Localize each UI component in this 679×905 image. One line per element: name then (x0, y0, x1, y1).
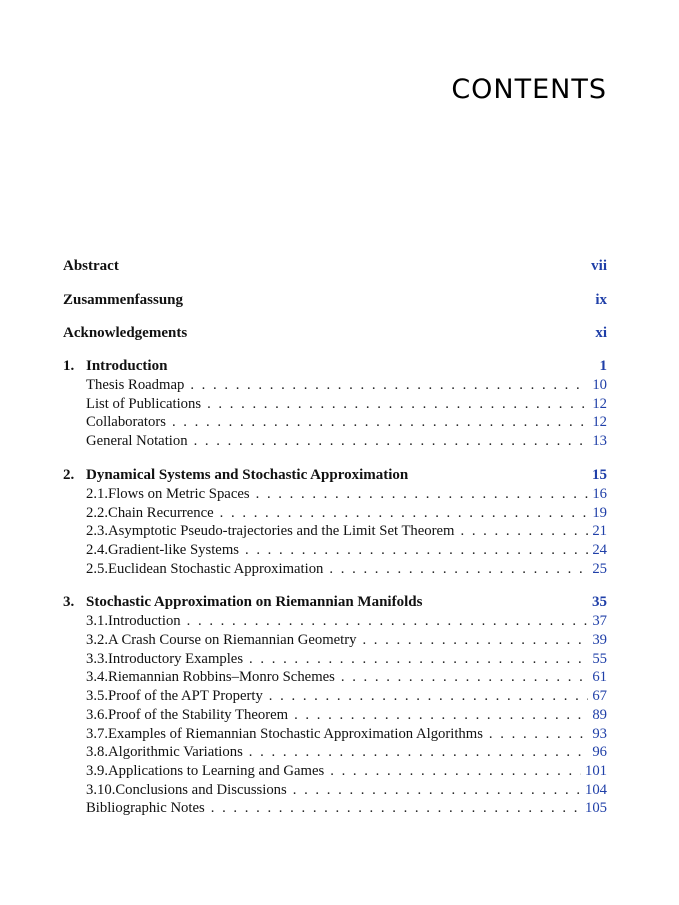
dot-leader (172, 413, 588, 431)
toc-section-entry[interactable] (63, 376, 607, 394)
entry-title: Introductory Examples (108, 650, 244, 667)
page-number-link[interactable]: 1 (599, 358, 607, 374)
page-number-link[interactable]: 61 (592, 669, 607, 686)
entry-title: Proof of the Stability Theorem (108, 706, 289, 723)
toc-section-entry[interactable] (63, 650, 607, 668)
toc-section-entry[interactable] (63, 668, 607, 686)
page-number-link[interactable]: 15 (592, 466, 607, 483)
page-number-link[interactable]: 93 (592, 725, 607, 742)
entry-number: 3.9. (86, 762, 109, 779)
entry-title: Conclusions and Discussions (115, 781, 287, 798)
dot-leader (293, 781, 581, 799)
dot-leader (256, 485, 589, 503)
dot-leader (211, 799, 581, 817)
toc-section-entry[interactable] (63, 485, 607, 503)
page-number-link[interactable]: 39 (592, 632, 607, 648)
entry-number: 3.5. (86, 688, 109, 705)
entry-title: Chain Recurrence (108, 504, 214, 521)
entry-number: 3. (63, 594, 75, 611)
toc-entry[interactable] (63, 257, 607, 275)
entry-title: Introduction (108, 613, 181, 630)
entry-title: Proof of the APT Property (108, 688, 263, 705)
toc-section-entry[interactable] (63, 687, 607, 705)
dot-leader (341, 668, 588, 686)
toc-section-entry[interactable] (63, 612, 607, 630)
toc-section-entry[interactable] (63, 560, 607, 578)
dot-leader (489, 725, 588, 743)
entry-number: 3.10. (86, 781, 116, 798)
entry-number: 1. (63, 358, 75, 374)
page-number-link[interactable]: 96 (592, 744, 607, 761)
entry-number: 3.1. (86, 613, 109, 630)
entry-title: Gradient-like Systems (108, 541, 239, 558)
entry-number: 3.2. (86, 632, 109, 648)
entry-number: 2.3. (86, 523, 109, 540)
page-number-link[interactable]: 24 (592, 541, 607, 558)
dot-leader (245, 541, 588, 559)
page-number-link[interactable]: 10 (592, 377, 607, 393)
dot-leader (460, 522, 588, 540)
toc-entry[interactable] (63, 324, 607, 342)
entry-title: Flows on Metric Spaces (108, 485, 250, 502)
toc-section-entry[interactable] (63, 799, 607, 817)
entry-number: 3.4. (86, 669, 109, 686)
entry-number: 3.6. (86, 706, 109, 723)
dot-leader (249, 650, 588, 668)
toc-section-entry[interactable] (63, 504, 607, 522)
dot-leader (190, 376, 588, 394)
entry-number: 2.1. (86, 485, 109, 502)
page-number-link[interactable]: 35 (592, 594, 607, 611)
entry-number: 2. (63, 466, 75, 483)
toc-section-entry[interactable] (63, 743, 607, 761)
dot-leader (249, 743, 589, 761)
dot-leader (194, 432, 589, 450)
page-number-link[interactable]: 67 (592, 688, 607, 705)
dot-leader (329, 560, 588, 578)
entry-title: Stochastic Approximation on Riemannian Manifolds (86, 594, 423, 611)
page-number-link[interactable]: 105 (584, 800, 607, 817)
page-number-link[interactable]: 12 (592, 395, 607, 412)
entry-title: Zusammenfassung (63, 291, 184, 308)
entry-title: Bibliographic Notes (86, 800, 205, 817)
dot-leader (207, 395, 588, 413)
entry-number: 2.5. (86, 560, 109, 577)
page-number-link[interactable]: 12 (592, 414, 607, 431)
toc-section-entry[interactable] (63, 706, 607, 724)
toc-section-entry[interactable] (63, 725, 607, 743)
page-title: CONTENTS (451, 74, 607, 105)
entry-title: List of Publications (86, 395, 202, 412)
page-number-link[interactable]: vii (591, 258, 607, 274)
page-number-link[interactable]: ix (595, 291, 607, 308)
entry-number: 3.8. (86, 744, 109, 761)
page-number-link[interactable]: 104 (584, 781, 607, 798)
entry-title: Acknowledgements (63, 325, 188, 341)
entry-title: Thesis Roadmap (86, 377, 185, 393)
page-number-link[interactable]: 25 (592, 560, 607, 577)
entry-title: Euclidean Stochastic Approximation (108, 560, 324, 577)
dot-leader (220, 504, 589, 522)
entry-title: General Notation (86, 433, 188, 450)
page-number-link[interactable]: 16 (592, 485, 607, 502)
entry-title: Dynamical Systems and Stochastic Approximation (86, 466, 409, 483)
page-number-link[interactable]: 19 (592, 504, 607, 521)
entry-title: Introduction (86, 358, 168, 374)
dot-leader (294, 706, 588, 724)
dot-leader (362, 631, 588, 649)
entry-number: 2.4. (86, 541, 109, 558)
dot-leader (269, 687, 589, 705)
page-number-link[interactable]: 101 (584, 762, 607, 779)
entry-title: Examples of Riemannian Stochastic Approximation Algorithms (108, 725, 483, 742)
toc-section-entry[interactable] (63, 413, 607, 431)
dot-leader (330, 762, 581, 780)
entry-title: Riemannian Robbins–Monro Schemes (108, 669, 335, 686)
entry-title: A Crash Course on Riemannian Geometry (108, 632, 357, 648)
dot-leader (187, 612, 589, 630)
toc-section-entry[interactable] (63, 541, 607, 559)
toc-entry[interactable] (63, 466, 607, 484)
toc-entry[interactable] (63, 291, 607, 309)
entry-title: Algorithmic Variations (108, 744, 243, 761)
entry-title: Abstract (63, 258, 119, 274)
toc-section-entry[interactable] (63, 522, 607, 540)
page-number-link[interactable]: 13 (592, 433, 607, 450)
entry-number: 3.3. (86, 650, 109, 667)
toc-section-entry[interactable] (63, 781, 607, 799)
toc-entry[interactable] (63, 357, 607, 375)
toc-section-entry[interactable] (63, 395, 607, 413)
entry-title: Applications to Learning and Games (108, 762, 325, 779)
page-number-link[interactable]: xi (595, 325, 607, 341)
entry-number: 2.2. (86, 504, 109, 521)
page-number-link[interactable]: 37 (592, 613, 607, 630)
toc-section-entry[interactable] (63, 631, 607, 649)
page-number-link[interactable]: 21 (592, 523, 607, 540)
toc-section-entry[interactable] (63, 432, 607, 450)
entry-title: Collaborators (86, 414, 166, 431)
toc-entry[interactable] (63, 593, 607, 611)
entry-number: 3.7. (86, 725, 109, 742)
entry-title: Asymptotic Pseudo-trajectories and the Limit Set Theorem (108, 523, 455, 540)
page-number-link[interactable]: 55 (592, 650, 607, 667)
page-number-link[interactable]: 89 (592, 706, 607, 723)
toc-section-entry[interactable] (63, 762, 607, 780)
